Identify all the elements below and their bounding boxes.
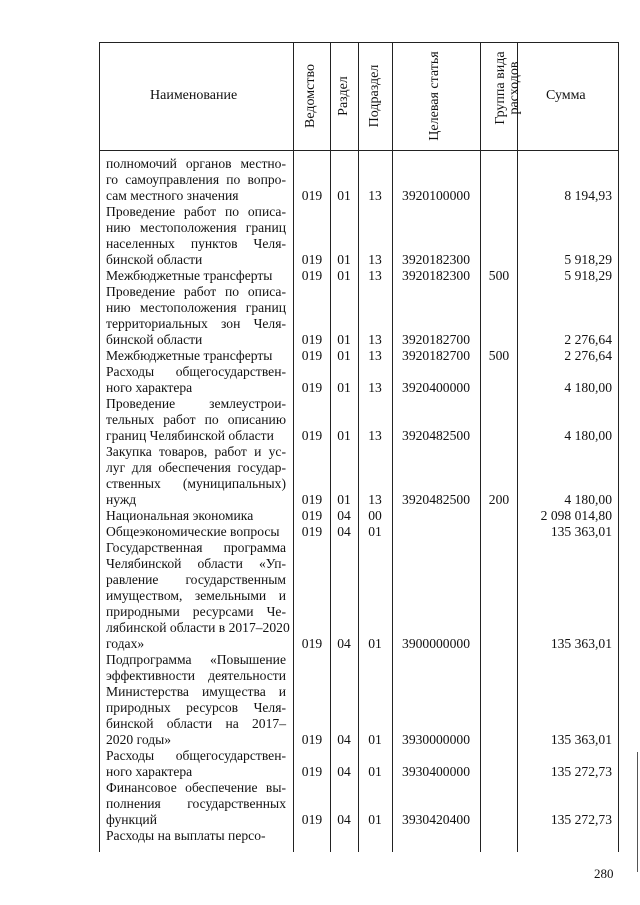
row-vedomstvo: 019 <box>301 764 323 779</box>
header-razdel: Раздел <box>336 76 351 116</box>
row-razdel: 04 <box>337 732 351 747</box>
row-name-line: населенных пунктов Челя- <box>106 236 286 251</box>
col-border-0 <box>99 42 100 852</box>
row-target: 3930420400 <box>402 812 470 827</box>
row-name-line: Финансовое обеспечение вы- <box>106 780 286 795</box>
row-vedomstvo: 019 <box>301 332 323 347</box>
row-target: 3920100000 <box>402 188 470 203</box>
row-podrazdel: 13 <box>368 188 382 203</box>
row-name-line: ного характера <box>106 764 193 779</box>
row-name-line: Закупка товаров, работ и ус- <box>106 444 286 459</box>
row-name-line: полномочий органов местно- <box>106 156 286 171</box>
row-podrazdel: 00 <box>368 508 382 523</box>
row-name-line: Государственная программа <box>106 540 286 555</box>
row-name-line: Расходы на выплаты персо- <box>106 828 266 843</box>
row-name-line: Национальная экономика <box>106 508 254 523</box>
row-name-line: полнения государственных <box>106 796 286 811</box>
row-name-line: нию местоположения границ <box>106 220 286 235</box>
row-sum: 135 363,01 <box>550 524 612 539</box>
row-name-line: функций <box>106 812 157 827</box>
col-border-4 <box>392 42 393 852</box>
row-name-line: имуществом, земельными и <box>106 588 286 603</box>
row-name-line: луг для обеспечения государ- <box>106 460 286 475</box>
row-razdel: 01 <box>337 332 351 347</box>
row-vedomstvo: 019 <box>301 380 323 395</box>
row-target: 3920482500 <box>402 428 470 443</box>
row-razdel: 01 <box>337 428 351 443</box>
row-razdel: 04 <box>337 524 351 539</box>
row-name-line: Челябинской области «Уп- <box>106 556 286 571</box>
row-name-line: Межбюджетные трансферты <box>106 268 273 283</box>
row-sum: 135 363,01 <box>550 732 612 747</box>
row-razdel: 04 <box>337 812 351 827</box>
row-podrazdel: 13 <box>368 348 382 363</box>
row-podrazdel: 13 <box>368 252 382 267</box>
row-name-line: нию местоположения границ <box>106 300 286 315</box>
header-group-line1: Группа вида <box>493 51 508 125</box>
row-podrazdel: 01 <box>368 732 382 747</box>
row-name-line: территориальных зон Челя- <box>106 316 286 331</box>
row-podrazdel: 13 <box>368 332 382 347</box>
row-vedomstvo: 019 <box>301 732 323 747</box>
page-number: 280 <box>594 866 614 881</box>
col-border-5 <box>480 42 481 852</box>
row-name-line: Подпрограмма «Повышение <box>106 652 286 667</box>
row-name-line: равление государственным <box>106 572 286 587</box>
row-target: 3920400000 <box>402 380 470 395</box>
row-name-line: сам местного значения <box>106 188 239 203</box>
row-target: 3920182300 <box>402 268 470 283</box>
row-sum: 2 098 014,80 <box>540 508 612 523</box>
header-group-line2: расходов <box>507 61 522 115</box>
row-name-line: го самоуправления по вопро- <box>106 172 286 187</box>
row-group: 500 <box>488 348 510 363</box>
row-name-line: Общеэкономические вопросы <box>106 524 280 539</box>
row-sum: 135 272,73 <box>550 764 612 779</box>
row-vedomstvo: 019 <box>301 188 323 203</box>
header-target: Целевая статья <box>427 51 442 141</box>
row-target: 3920482500 <box>402 492 470 507</box>
row-sum: 2 276,64 <box>564 332 612 347</box>
row-podrazdel: 01 <box>368 636 382 651</box>
row-vedomstvo: 019 <box>301 268 323 283</box>
row-name-line: природными ресурсами Че- <box>106 604 286 619</box>
row-podrazdel: 01 <box>368 764 382 779</box>
row-name-line: Межбюджетные трансферты <box>106 348 273 363</box>
row-target: 3930400000 <box>402 764 470 779</box>
row-vedomstvo: 019 <box>301 812 323 827</box>
row-sum: 4 180,00 <box>564 492 612 507</box>
row-name-line: бинской области <box>106 332 203 347</box>
row-group: 200 <box>488 492 510 507</box>
col-border-3 <box>358 42 359 852</box>
row-target: 3920182300 <box>402 252 470 267</box>
row-podrazdel: 13 <box>368 380 382 395</box>
row-razdel: 01 <box>337 268 351 283</box>
row-name-line: природных ресурсов Челя- <box>106 700 286 715</box>
row-name-line: Проведение землеустрои- <box>106 396 286 411</box>
row-name-line: ственных (муниципальных) <box>106 476 286 491</box>
row-name-line: лябинской области в 2017–2020 <box>106 620 290 635</box>
row-target: 3920182700 <box>402 348 470 363</box>
row-razdel: 01 <box>337 492 351 507</box>
row-vedomstvo: 019 <box>301 492 323 507</box>
col-border-6 <box>517 42 518 852</box>
row-vedomstvo: 019 <box>301 636 323 651</box>
row-podrazdel: 01 <box>368 524 382 539</box>
row-name-line: Проведение работ по описа- <box>106 284 286 299</box>
row-target: 3920182700 <box>402 332 470 347</box>
row-razdel: 04 <box>337 508 351 523</box>
col-border-7 <box>618 42 619 852</box>
page-edge-mark <box>637 752 638 872</box>
row-sum: 4 180,00 <box>564 428 612 443</box>
row-vedomstvo: 019 <box>301 508 323 523</box>
row-name-line: Расходы общегосударствен- <box>106 748 286 763</box>
col-border-1 <box>293 42 294 852</box>
row-sum: 5 918,29 <box>564 252 612 267</box>
row-sum: 4 180,00 <box>564 380 612 395</box>
row-target: 3930000000 <box>402 732 470 747</box>
row-razdel: 04 <box>337 636 351 651</box>
row-name-line: 2020 годы» <box>106 732 172 747</box>
row-name-line: тельных работ по описанию <box>106 412 286 427</box>
row-name-line: бинской области <box>106 252 203 267</box>
row-name-line: эффективности деятельности <box>106 668 286 683</box>
row-sum: 2 276,64 <box>564 348 612 363</box>
col-border-2 <box>330 42 331 852</box>
row-vedomstvo: 019 <box>301 428 323 443</box>
row-sum: 5 918,29 <box>564 268 612 283</box>
row-razdel: 01 <box>337 188 351 203</box>
header-podrazdel: Подраздел <box>367 64 382 128</box>
row-podrazdel: 13 <box>368 268 382 283</box>
row-name-line: годах» <box>106 636 145 651</box>
row-name-line: бинской области на 2017– <box>106 716 286 731</box>
row-name-line: нужд <box>106 492 137 507</box>
row-sum: 135 272,73 <box>550 812 612 827</box>
row-podrazdel: 01 <box>368 812 382 827</box>
row-sum: 8 194,93 <box>564 188 612 203</box>
row-razdel: 01 <box>337 252 351 267</box>
header-vedomstvo: Ведомство <box>303 64 318 128</box>
row-sum: 135 363,01 <box>550 636 612 651</box>
row-name-line: Проведение работ по описа- <box>106 204 286 219</box>
row-name-line: границ Челябинской области <box>106 428 274 443</box>
row-target: 3900000000 <box>402 636 470 651</box>
row-vedomstvo: 019 <box>301 348 323 363</box>
row-razdel: 01 <box>337 380 351 395</box>
row-vedomstvo: 019 <box>301 524 323 539</box>
header-sum: Сумма <box>546 88 586 103</box>
row-name-line: ного характера <box>106 380 193 395</box>
row-name-line: Расходы общегосударствен- <box>106 364 286 379</box>
row-group: 500 <box>488 268 510 283</box>
row-name-line: Министерства имущества и <box>106 684 286 699</box>
row-podrazdel: 13 <box>368 428 382 443</box>
row-podrazdel: 13 <box>368 492 382 507</box>
header-name: Наименование <box>150 88 238 103</box>
row-razdel: 04 <box>337 764 351 779</box>
row-vedomstvo: 019 <box>301 252 323 267</box>
row-razdel: 01 <box>337 348 351 363</box>
